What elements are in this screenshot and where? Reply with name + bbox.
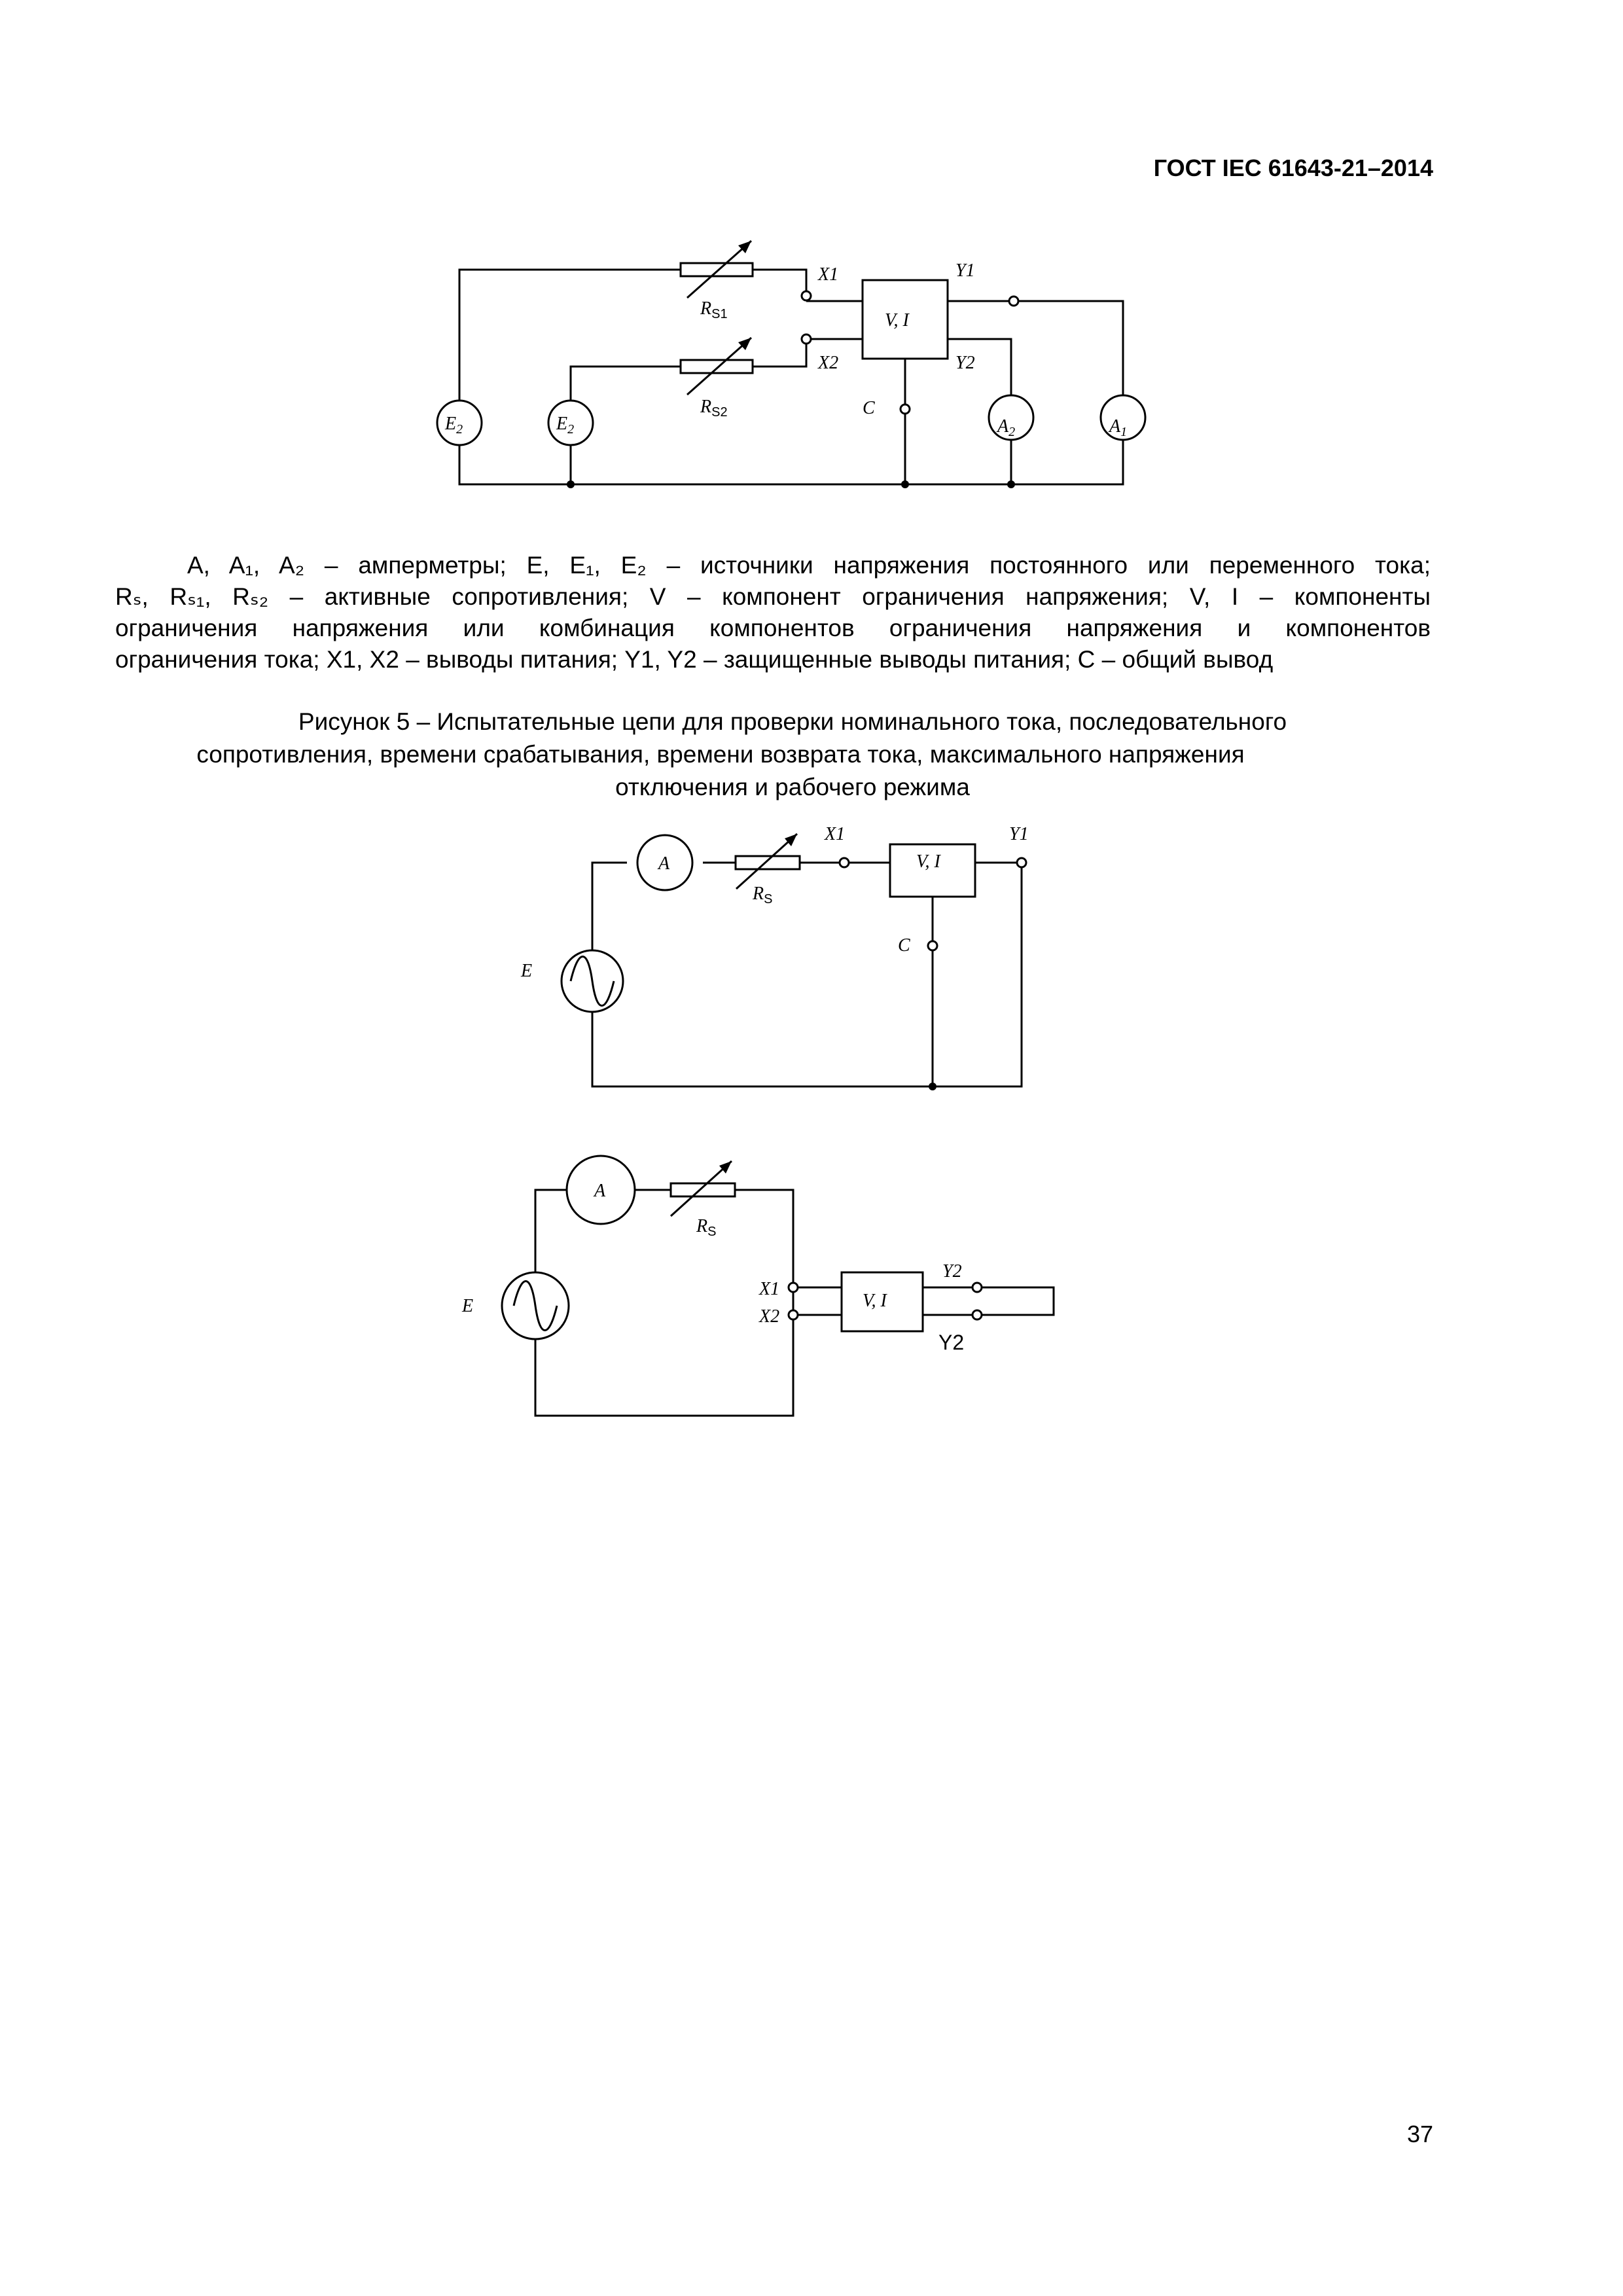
resistor-rs [671, 1183, 735, 1196]
terminal-x2 [802, 334, 811, 344]
variable-arrow [687, 241, 751, 298]
wire [571, 367, 681, 401]
label-y1: Y1 [955, 260, 975, 281]
label-c: C [863, 398, 875, 418]
label-vi: V, I [916, 852, 940, 872]
wire [535, 1190, 567, 1272]
legend-line: Rₛ, Rₛ₁, Rₛ₂ – активные сопротивления; V – компонент ограничения напряжения; V, I – компоненты [115, 583, 1431, 610]
label-x2: X2 [818, 353, 839, 373]
circuit-diagram-top [0, 236, 1623, 497]
resistor-rs2 [681, 360, 753, 373]
label-vi: V, I [885, 310, 909, 331]
resistor-rs [736, 856, 800, 869]
circuit-diagram-middle [0, 812, 1623, 1113]
wire [535, 1319, 793, 1416]
figure-legend [115, 550, 1431, 675]
label-y2: Y2 [955, 353, 975, 373]
label-vi: V, I [863, 1291, 887, 1311]
wire [753, 339, 806, 367]
label-x1: X1 [825, 824, 846, 844]
terminal-c [901, 404, 910, 414]
caption-line: отключения и рабочего режима [615, 774, 970, 800]
wire [753, 270, 806, 296]
label-e2-right: $E_2$ [556, 414, 575, 437]
label-y2-bottom: Y2 [938, 1331, 965, 1354]
label-x1: X1 [818, 264, 839, 285]
terminal-y1 [1017, 858, 1026, 867]
label-y2-top: Y2 [942, 1261, 962, 1282]
legend-line: ограничения тока; X1, X2 – выводы питания; Y1, Y2 – защищенные выводы питания; C – общий вывод [115, 646, 1274, 673]
terminal-y2-top [972, 1283, 982, 1292]
sine-wave-icon [514, 1282, 557, 1331]
junction-dot [901, 480, 909, 488]
wire [459, 440, 1123, 484]
terminal-x2 [789, 1310, 798, 1319]
document-header: ГОСТ IEC 61643-21–2014 [1153, 154, 1433, 181]
legend-line: A, A₁, A₂ – амперметры; E, E₁, E₂ – источники напряжения постоянного или переменного тока; [187, 552, 1431, 579]
circuit-diagram-bottom [0, 1139, 1623, 1427]
wire [982, 1287, 1054, 1315]
label-a: A [658, 853, 670, 874]
label-a1: $A_1$ [1109, 416, 1128, 439]
label-a2: $A_2$ [997, 416, 1016, 439]
wire [1018, 301, 1123, 395]
terminal-c [928, 941, 937, 950]
label-rs: $R_S$ [696, 1216, 717, 1239]
terminal-y2-bottom [972, 1310, 982, 1319]
terminal-x1 [802, 291, 811, 300]
wire [735, 1190, 793, 1283]
caption-line: Рисунок 5 – Испытательные цепи для проверки номинального тока, последовательного [298, 708, 1287, 735]
figure-caption [115, 706, 1431, 804]
label-e: E [521, 961, 533, 981]
label-x1: X1 [759, 1279, 780, 1299]
resistor-rs1 [681, 263, 753, 276]
terminal-y1 [1009, 296, 1018, 306]
label-rs: $R_S$ [753, 884, 773, 906]
label-e2-left: $E_2$ [445, 414, 463, 437]
sine-wave-icon [571, 957, 614, 1006]
label-c: C [898, 935, 910, 956]
label-rs2: $R_{S2}$ [700, 397, 728, 420]
variable-arrow [687, 338, 751, 395]
label-x2: X2 [759, 1306, 780, 1327]
label-e: E [462, 1296, 474, 1316]
label-a: A [594, 1181, 606, 1201]
legend-line: ограничения напряжения или комбинация компонентов ограничения напряжения и компонентов [115, 615, 1431, 641]
junction-dot [567, 480, 575, 488]
terminal-x1 [840, 858, 849, 867]
label-rs1: $R_{S1}$ [700, 298, 728, 321]
caption-line: сопротивления, времени срабатывания, времени возврата тока, максимального напряжения [196, 741, 1245, 768]
wire [592, 867, 1022, 1086]
terminal-x1 [789, 1283, 798, 1292]
junction-dot [929, 1083, 936, 1090]
label-y1: Y1 [1009, 824, 1029, 844]
wire [592, 863, 627, 950]
junction-dot [1007, 480, 1015, 488]
page-number: 37 [1406, 2121, 1433, 2147]
